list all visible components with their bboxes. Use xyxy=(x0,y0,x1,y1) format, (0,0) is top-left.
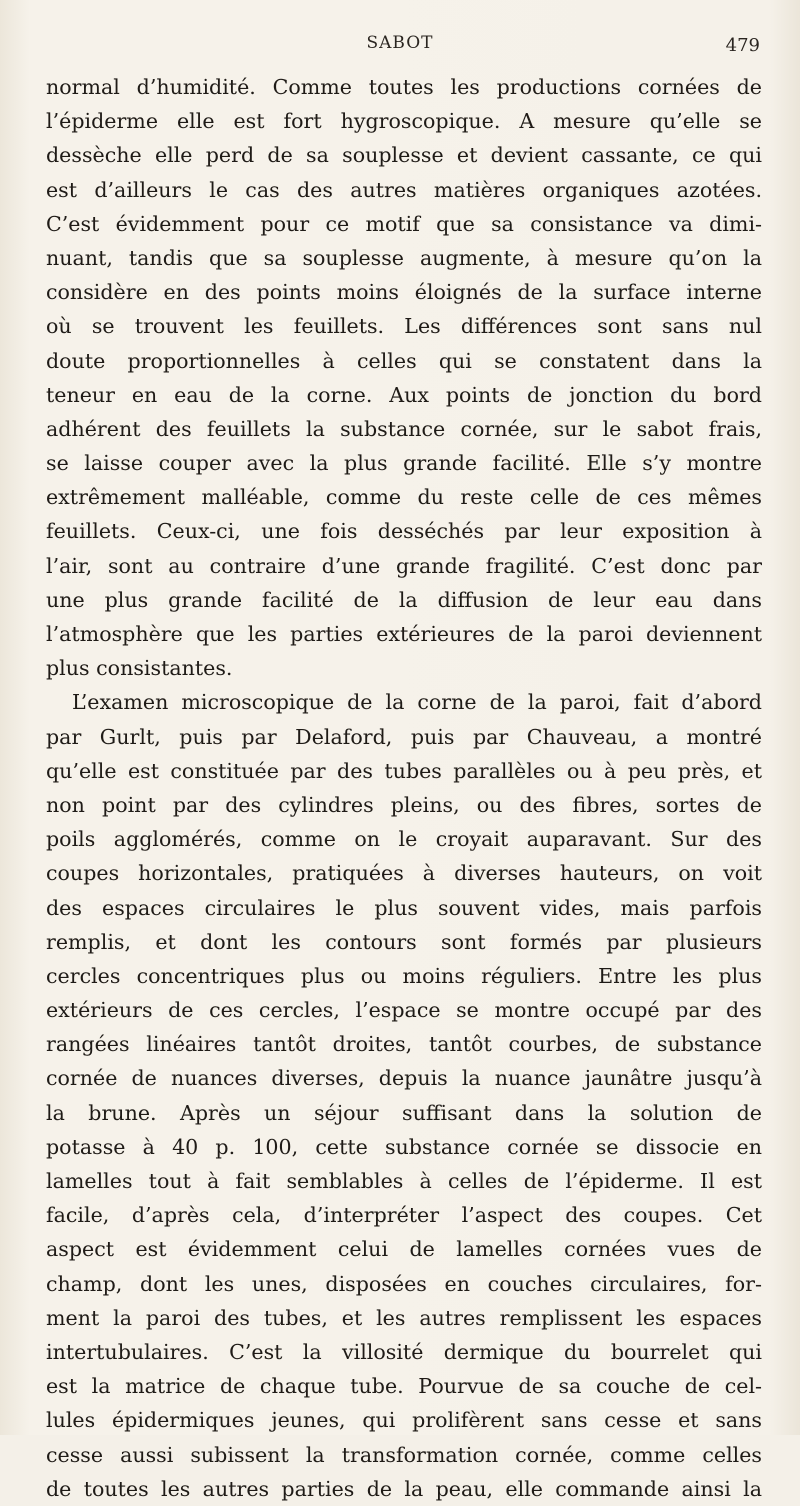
text-line: rangées linéaires tantôt droites, tantôt courbes, de substance xyxy=(46,1032,762,1057)
text-line: feuillets. Ceux-ci, une fois desséchés par leur exposition à xyxy=(46,519,762,544)
text-line: lules épidermiques jeunes, qui prolifèrent sans cesse et sans xyxy=(46,1408,762,1433)
text-line: cercles concentriques plus ou moins réguliers. Entre les plus xyxy=(46,963,762,988)
paragraph-start-line: L’examen microscopique de la corne de la paroi, fait d’abord xyxy=(72,690,762,715)
text-line: nuant, tandis que sa souplesse augmente, à mesure qu’on la xyxy=(46,245,762,270)
text-line: teneur en eau de la corne. Aux points de jonction du bord xyxy=(46,382,762,407)
text-line: la brune. Après un séjour suffisant dans la solution de xyxy=(46,1100,762,1125)
text-line: dessèche elle perd de sa souplesse et devient cassante, ce qui xyxy=(46,143,762,168)
text-line: se laisse couper avec la plus grande facilité. Elle s’y montre xyxy=(46,451,762,476)
paragraph-end-line: plus consistantes. xyxy=(46,656,233,681)
text-line: intertubulaires. C’est la villosité dermique du bourrelet qui xyxy=(46,1339,762,1364)
text-line: ment la paroi des tubes, et les autres remplissent les espaces xyxy=(46,1305,762,1330)
text-line: champ, dont les unes, disposées en couches circulaires, for- xyxy=(46,1271,762,1296)
text-line: qu’elle est constituée par des tubes parallèles ou à peu près, et xyxy=(46,758,762,783)
text-line: extérieurs de ces cercles, l’espace se montre occupé par des xyxy=(46,998,762,1023)
text-line: considère en des points moins éloignés de la surface interne xyxy=(46,280,762,305)
text-line: l’air, sont au contraire d’une grande fragilité. C’est donc par xyxy=(46,553,762,578)
text-line: où se trouvent les feuillets. Les différences sont sans nul xyxy=(46,314,762,339)
text-line: non point par des cylindres pleins, ou des fibres, sortes de xyxy=(46,792,762,817)
text-line: adhérent des feuillets la substance cornée, sur le sabot frais, xyxy=(46,416,762,441)
text-line: une plus grande facilité de la diffusion de leur eau dans xyxy=(46,587,762,612)
text-line: potasse à 40 p. 100, cette substance cornée se dissocie en xyxy=(46,1134,762,1159)
text-line: extrêmement malléable, comme du reste celle de ces mêmes xyxy=(46,485,762,510)
text-line: par Gurlt, puis par Delaford, puis par Chauveau, a montré xyxy=(46,724,762,749)
text-line: de toutes les autres parties de la peau, elle commande ainsi la xyxy=(46,1476,762,1501)
text-line: cornée de nuances diverses, depuis la nuance jaunâtre jusqu’à xyxy=(46,1066,762,1091)
running-head xyxy=(0,33,800,57)
text-line: coupes horizontales, pratiquées à diverses hauteurs, on voit xyxy=(46,861,762,886)
text-line: doute proportionnelles à celles qui se constatent dans la xyxy=(46,348,762,373)
text-line: est d’ailleurs le cas des autres matières organiques azotées. xyxy=(46,177,762,202)
text-line: remplis, et dont les contours sont formés par plusieurs xyxy=(46,929,762,954)
body-text xyxy=(46,70,762,1506)
page-number: 479 xyxy=(725,35,760,56)
running-title: SABOT xyxy=(366,33,434,53)
text-line: poils agglomérés, comme on le croyait auparavant. Sur des xyxy=(46,827,762,852)
text-line: l’atmosphère que les parties extérieures de la paroi deviennent xyxy=(46,622,762,646)
text-line: des espaces circulaires le plus souvent vides, mais parfois xyxy=(46,895,762,920)
text-line: cesse aussi subissent la transformation cornée, comme celles xyxy=(46,1442,762,1467)
text-line: C’est évidemment pour ce motif que sa consistance va dimi- xyxy=(46,211,762,236)
text-line: normal d’humidité. Comme toutes les productions cornées de xyxy=(46,75,762,99)
text-line: est la matrice de chaque tube. Pourvue de sa couche de cel- xyxy=(46,1374,762,1399)
text-line: facile, d’après cela, d’interpréter l’aspect des coupes. Cet xyxy=(46,1203,762,1228)
text-line: l’épiderme elle est fort hygroscopique. A mesure qu’elle se xyxy=(46,109,762,134)
text-line: aspect est évidemment celui de lamelles cornées vues de xyxy=(46,1237,762,1262)
text-line: lamelles tout à fait semblables à celles de l’épiderme. Il est xyxy=(46,1169,762,1193)
